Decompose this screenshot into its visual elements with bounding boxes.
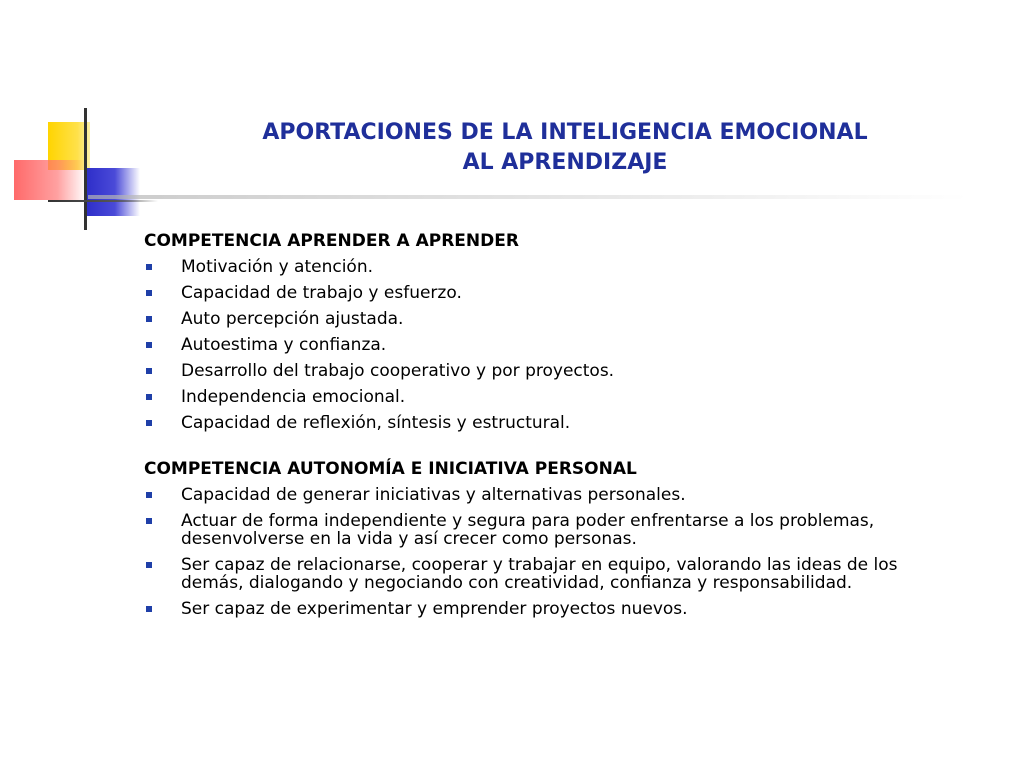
list-item-text: Auto percepción ajustada.	[181, 309, 404, 329]
list-item-text: Capacidad de generar iniciativas y alternativas personales.	[181, 485, 686, 505]
red-square	[14, 160, 86, 200]
list-item	[144, 254, 964, 280]
list-item	[144, 358, 964, 384]
list-item	[144, 508, 964, 552]
decorative-squares-logo	[0, 0, 160, 240]
list-item-text: Autoestima y confianza.	[181, 335, 387, 355]
list-item-text: Ser capaz de relacionarse, cooperar y trabajar en equipo, valorando las ideas de los demás, dialogando y negociando con creatividad, confianza y responsabilidad.	[181, 555, 898, 593]
square-bullet-icon	[146, 342, 152, 348]
title-line-2: AL APRENDIZAJE	[462, 150, 668, 175]
list-autonomia	[144, 482, 964, 622]
list-aprender	[144, 254, 964, 436]
square-bullet-icon	[146, 316, 152, 322]
section-heading-aprender: COMPETENCIA APRENDER A APRENDER	[144, 231, 519, 251]
list-item-text: Independencia emocional.	[181, 387, 406, 407]
list-item	[144, 596, 964, 622]
square-bullet-icon	[146, 290, 152, 296]
list-item	[144, 280, 964, 306]
section-spacer	[144, 436, 964, 456]
square-bullet-icon	[146, 492, 152, 498]
list-item-text: Capacidad de reflexión, síntesis y estructural.	[181, 413, 571, 433]
list-item	[144, 410, 964, 436]
blue-square	[84, 168, 140, 216]
square-bullet-icon	[146, 606, 152, 612]
square-bullet-icon	[146, 394, 152, 400]
title-underline	[88, 195, 968, 199]
horizontal-line-short	[48, 200, 158, 202]
section-heading-autonomia: COMPETENCIA AUTONOMÍA E INICIATIVA PERSONAL	[144, 459, 637, 479]
list-item	[144, 332, 964, 358]
list-item-text: Motivación y atención.	[181, 257, 374, 277]
list-item	[144, 384, 964, 410]
page-title	[160, 118, 970, 178]
title-line-1: APORTACIONES DE LA INTELIGENCIA EMOCIONAL	[262, 120, 868, 145]
list-item	[144, 552, 964, 596]
square-bullet-icon	[146, 264, 152, 270]
list-item-text: Actuar de forma independiente y segura para poder enfrentarse a los problemas, desenvolverse en la vida y así crecer como personas.	[181, 511, 875, 549]
list-item	[144, 306, 964, 332]
list-item-text: Capacidad de trabajo y esfuerzo.	[181, 283, 462, 303]
square-bullet-icon	[146, 562, 152, 568]
square-bullet-icon	[146, 420, 152, 426]
slide-content	[144, 228, 964, 622]
list-item	[144, 482, 964, 508]
vertical-line	[84, 108, 87, 230]
list-item-text: Ser capaz de experimentar y emprender proyectos nuevos.	[181, 599, 688, 619]
list-item-text: Desarrollo del trabajo cooperativo y por proyectos.	[181, 361, 615, 381]
square-bullet-icon	[146, 368, 152, 374]
square-bullet-icon	[146, 518, 152, 524]
